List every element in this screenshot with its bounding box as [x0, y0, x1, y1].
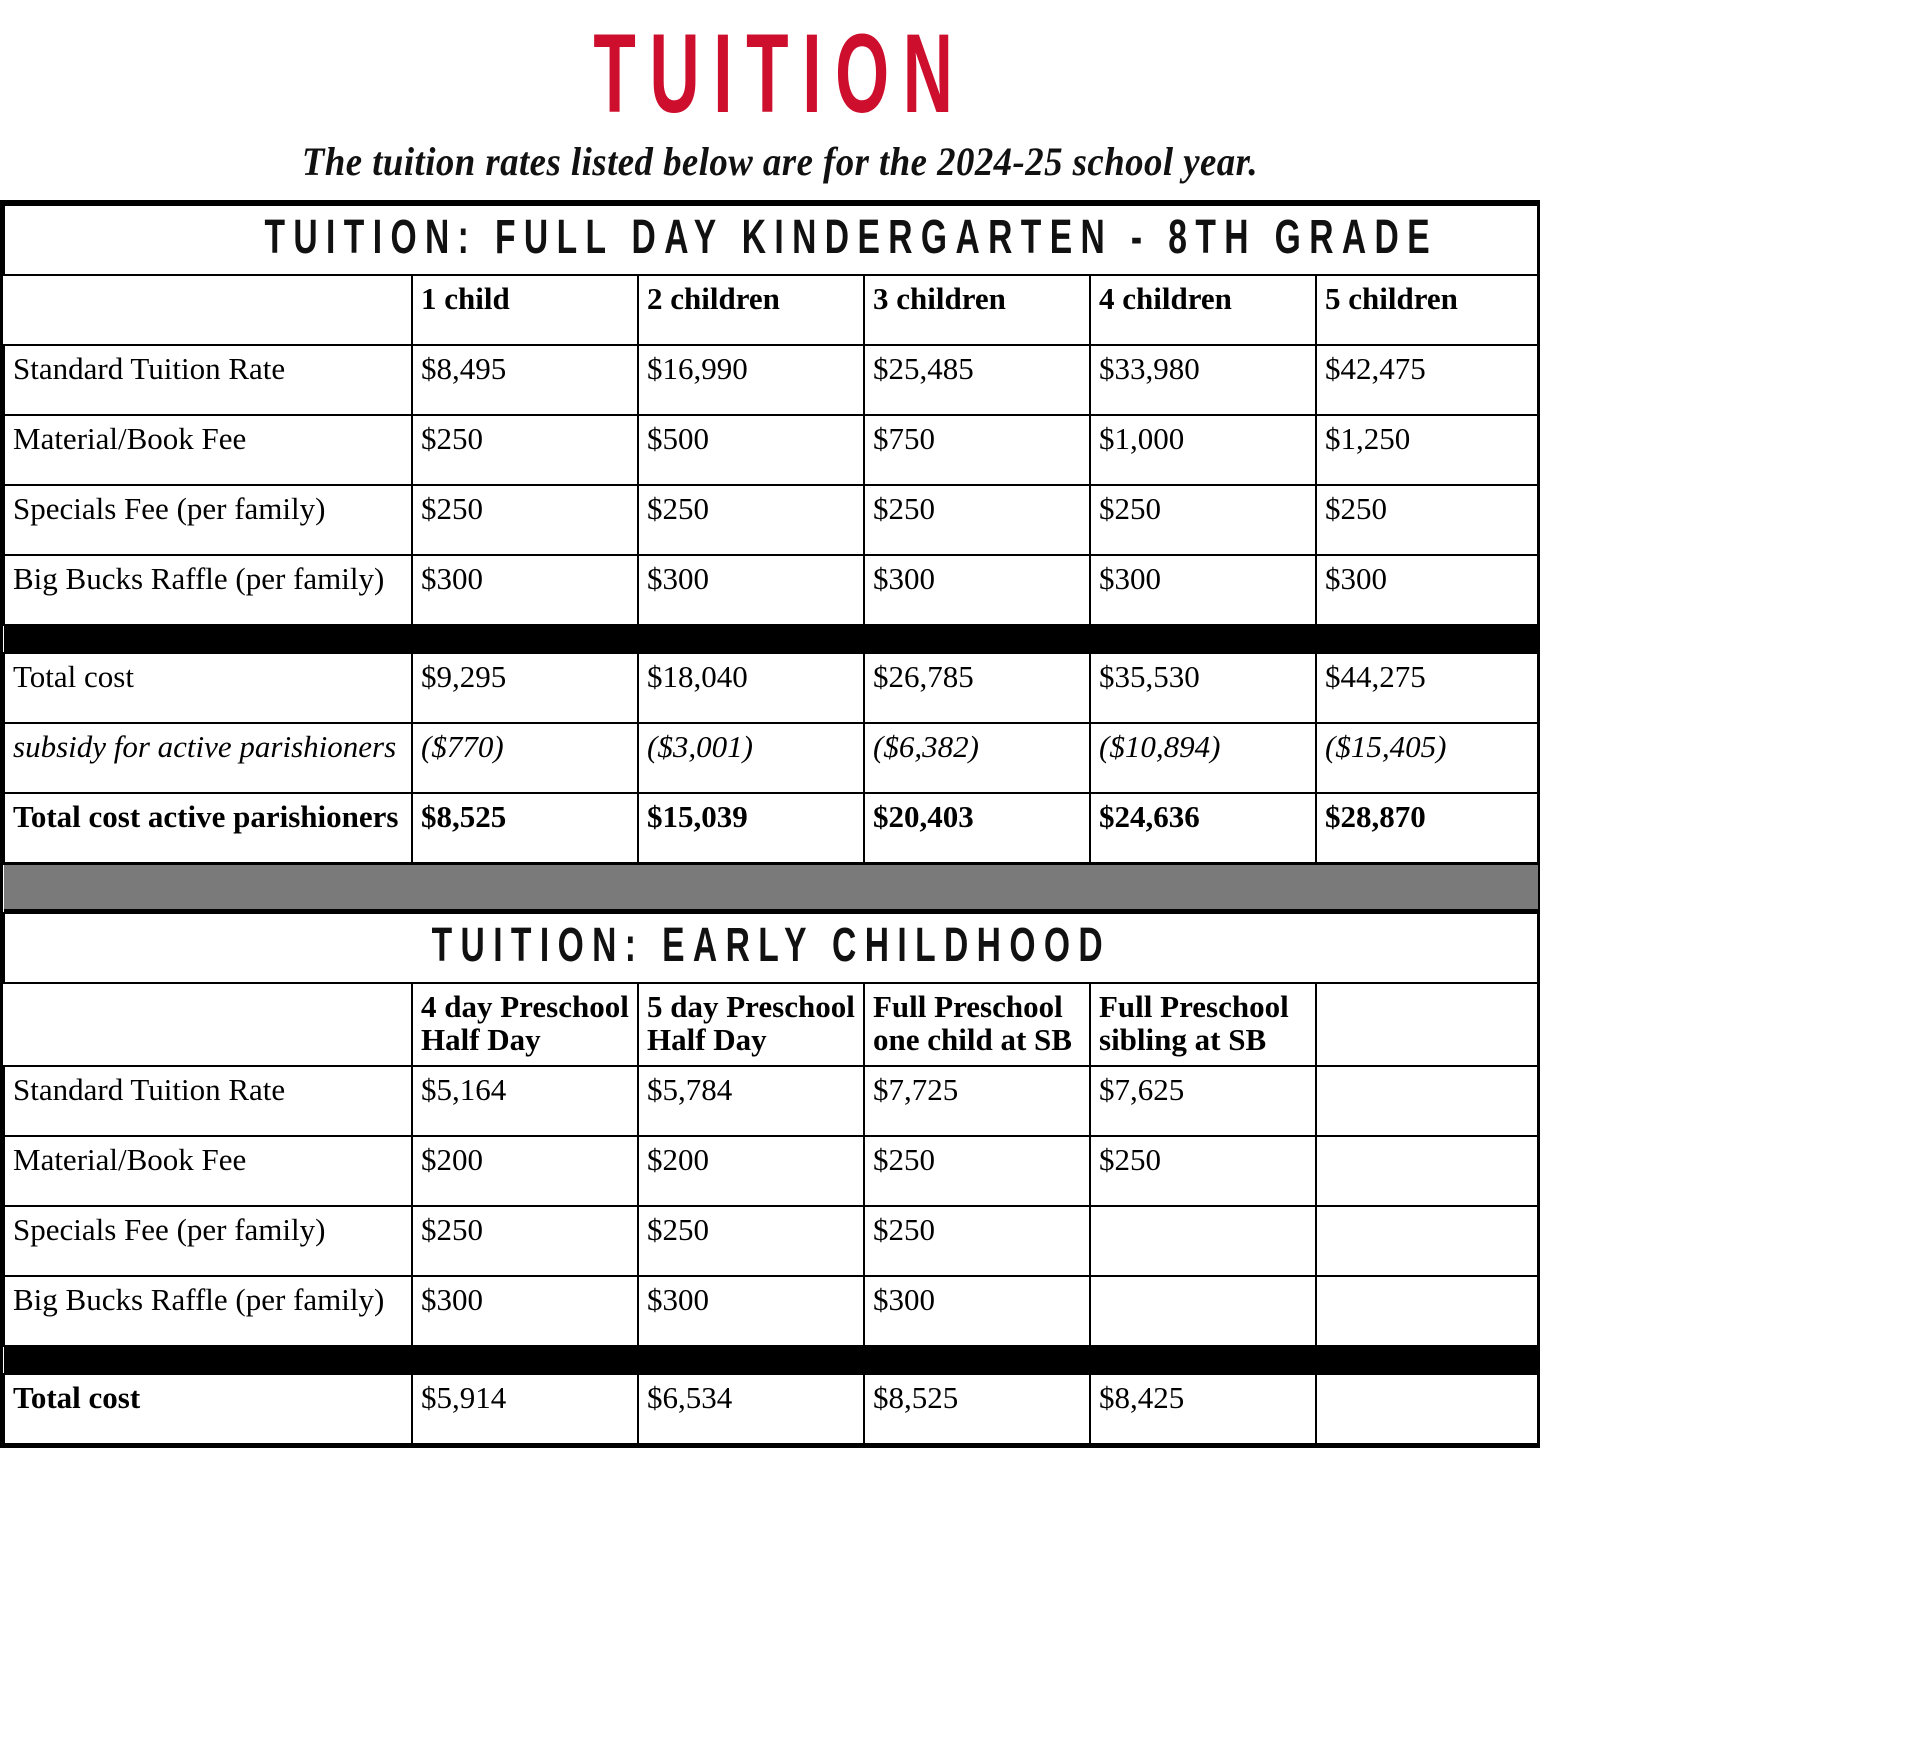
cell-value: $5,164 — [412, 1066, 638, 1136]
table-row — [4, 415, 1538, 485]
table-row — [4, 345, 1538, 415]
column-header-blank — [4, 275, 412, 345]
table-row — [4, 653, 1538, 723]
table-row — [4, 555, 1538, 625]
cell-value: $16,990 — [638, 345, 864, 415]
cell-value: $35,530 — [1090, 653, 1316, 723]
row-label: Material/Book Fee — [4, 1136, 412, 1206]
cell-value: $25,485 — [864, 345, 1090, 415]
column-header-5-children: 5 children — [1316, 275, 1538, 345]
cell-value: $8,425 — [1090, 1374, 1316, 1444]
cell-empty-trailing — [1316, 1276, 1538, 1346]
cell-value: $33,980 — [1090, 345, 1316, 415]
column-header-2-children: 2 children — [638, 275, 864, 345]
cell-value: $750 — [864, 415, 1090, 485]
row-label: Material/Book Fee — [4, 415, 412, 485]
cell-value: $8,525 — [412, 793, 638, 864]
header-line-1: 5 day Preschool — [647, 989, 855, 1024]
table-row — [4, 485, 1538, 555]
row-label: Total cost — [4, 1374, 412, 1444]
section-banner-label: TUITION: FULL DAY KINDERGARTEN - 8TH GRADE — [264, 211, 1439, 264]
row-label: Big Bucks Raffle (per family) — [4, 555, 412, 625]
table-row — [4, 1206, 1538, 1276]
column-header-full-preschool-one-child — [864, 983, 1090, 1066]
section-banner-label: TUITION: EARLY CHILDHOOD — [431, 919, 1111, 972]
column-header-5-day-preschool-half-day — [638, 983, 864, 1066]
cell-value: ($3,001) — [638, 723, 864, 793]
table-row — [4, 1066, 1538, 1136]
cell-value: $15,039 — [638, 793, 864, 864]
table-row — [4, 1374, 1538, 1444]
cell-value: ($6,382) — [864, 723, 1090, 793]
column-header-1-child: 1 child — [412, 275, 638, 345]
column-header-empty-trailing — [1316, 983, 1538, 1066]
row-label: Standard Tuition Rate — [4, 345, 412, 415]
cell-value: $200 — [412, 1136, 638, 1206]
cell-value: $24,636 — [1090, 793, 1316, 864]
row-label: Standard Tuition Rate — [4, 1066, 412, 1136]
cell-value: $8,525 — [864, 1374, 1090, 1444]
cell-value: $300 — [1316, 555, 1538, 625]
cell-value: $250 — [412, 415, 638, 485]
cell-value: $18,040 — [638, 653, 864, 723]
cell-value: $250 — [864, 1206, 1090, 1276]
black-separator-bar — [4, 625, 1538, 653]
cell-value: $300 — [638, 1276, 864, 1346]
cell-value: $1,000 — [1090, 415, 1316, 485]
cell-value: ($10,894) — [1090, 723, 1316, 793]
cell-value: $300 — [864, 555, 1090, 625]
cell-value: $8,495 — [412, 345, 638, 415]
cell-value: $9,295 — [412, 653, 638, 723]
cell-value: $5,914 — [412, 1374, 638, 1444]
tuition-tables — [0, 200, 1540, 1448]
cell-value: $20,403 — [864, 793, 1090, 864]
cell-value: $250 — [864, 485, 1090, 555]
column-header-full-preschool-sibling — [1090, 983, 1316, 1066]
column-header-3-children: 3 children — [864, 275, 1090, 345]
column-header-row-early-childhood — [4, 983, 1538, 1066]
column-header-blank — [4, 983, 412, 1066]
cell-value: $250 — [638, 1206, 864, 1276]
row-label: Total cost active parishioners — [4, 793, 412, 864]
row-label: Specials Fee (per family) — [4, 485, 412, 555]
black-separator-bar — [4, 1346, 1538, 1374]
cell-value: $5,784 — [638, 1066, 864, 1136]
cell-value: $300 — [1090, 555, 1316, 625]
table-row — [4, 793, 1538, 864]
cell-value: $7,625 — [1090, 1066, 1316, 1136]
row-label: Specials Fee (per family) — [4, 1206, 412, 1276]
cell-value: ($770) — [412, 723, 638, 793]
header-line-1: Full Preschool — [873, 989, 1063, 1024]
gray-section-divider — [4, 864, 1538, 911]
cell-empty-trailing — [1316, 1374, 1538, 1444]
cell-value: $6,534 — [638, 1374, 864, 1444]
cell-value: $7,725 — [864, 1066, 1090, 1136]
header-line-2: one child at SB — [873, 1022, 1072, 1058]
cell-value: $250 — [864, 1136, 1090, 1206]
header-line-2: Half Day — [647, 1022, 767, 1058]
header-line-2: Half Day — [421, 1022, 541, 1058]
header-line-2: sibling at SB — [1099, 1022, 1267, 1058]
section-banner-kindergarten — [4, 205, 1538, 275]
row-label: Big Bucks Raffle (per family) — [4, 1276, 412, 1346]
section-banner-early-childhood — [4, 913, 1538, 983]
cell-value: $200 — [638, 1136, 864, 1206]
kindergarten-table — [3, 204, 1539, 912]
cell-value: $250 — [412, 485, 638, 555]
table-row — [4, 1276, 1538, 1346]
cell-value: $250 — [638, 485, 864, 555]
cell-value — [1090, 1206, 1316, 1276]
cell-value: $1,250 — [1316, 415, 1538, 485]
page-title: TUITION — [593, 11, 967, 136]
column-header-row-kindergarten — [4, 275, 1538, 345]
cell-value: $300 — [638, 555, 864, 625]
column-header-4-day-preschool-half-day — [412, 983, 638, 1066]
masthead — [0, 0, 1560, 184]
cell-value: $500 — [638, 415, 864, 485]
header-line-1: Full Preschool — [1099, 989, 1289, 1024]
cell-value — [1090, 1276, 1316, 1346]
cell-value: $250 — [1090, 1136, 1316, 1206]
cell-value: $250 — [412, 1206, 638, 1276]
cell-value: $44,275 — [1316, 653, 1538, 723]
cell-value: $250 — [1090, 485, 1316, 555]
table-row — [4, 723, 1538, 793]
cell-empty-trailing — [1316, 1136, 1538, 1206]
cell-value: $42,475 — [1316, 345, 1538, 415]
cell-value: ($15,405) — [1316, 723, 1538, 793]
row-label: subsidy for active parishioners — [4, 723, 412, 793]
column-header-4-children: 4 children — [1090, 275, 1316, 345]
cell-empty-trailing — [1316, 1206, 1538, 1276]
cell-value: $26,785 — [864, 653, 1090, 723]
table-row — [4, 1136, 1538, 1206]
cell-value: $250 — [1316, 485, 1538, 555]
early-childhood-table — [3, 912, 1539, 1445]
page-subtitle: The tuition rates listed below are for the 2024-25 school year. — [301, 139, 1259, 184]
header-line-1: 4 day Preschool — [421, 989, 629, 1024]
cell-value: $300 — [864, 1276, 1090, 1346]
row-label: Total cost — [4, 653, 412, 723]
cell-empty-trailing — [1316, 1066, 1538, 1136]
cell-value: $28,870 — [1316, 793, 1538, 864]
cell-value: $300 — [412, 555, 638, 625]
cell-value: $300 — [412, 1276, 638, 1346]
